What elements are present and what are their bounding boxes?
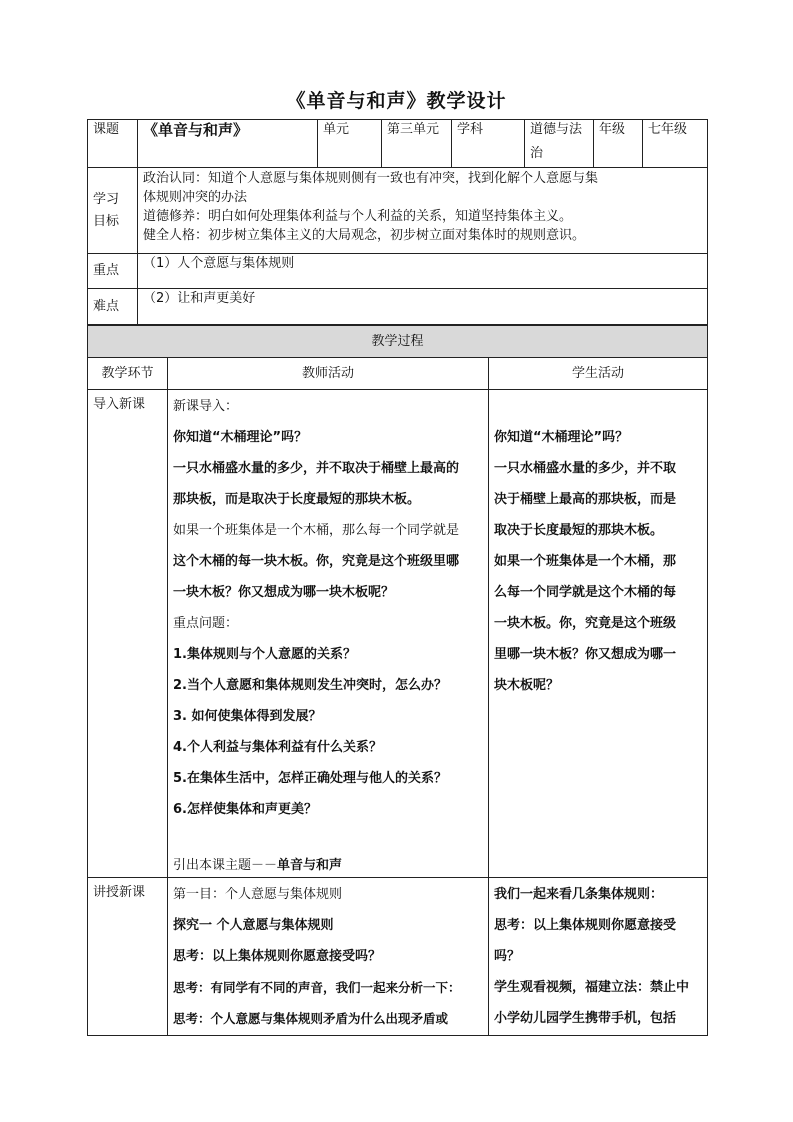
teacher-line: 重点问题：	[173, 616, 239, 631]
document-title: 《单音与和声》教学设计	[286, 90, 507, 112]
subject-value	[525, 120, 594, 168]
stage-intro: 导入新课	[88, 390, 168, 878]
subject-label: 学科	[452, 120, 525, 168]
col-stage-header: 教学环节	[88, 358, 168, 390]
teaching-process-table	[87, 325, 708, 1036]
objectives-label-line1: 学习	[93, 191, 120, 207]
grade-label: 年级	[594, 120, 643, 168]
teacher-line: 2.当个人意愿和集体规则发生冲突时，怎么办？	[173, 678, 447, 693]
teacher-line: 5.在集体生活中，怎样正确处理与他人的关系？	[173, 771, 447, 786]
objectives-label	[88, 168, 138, 254]
lead-topic: 单音与和声	[277, 858, 343, 873]
teacher-line: 思考：个人意愿与集体规则矛盾为什么出现矛盾或	[173, 1011, 449, 1026]
unit-value: 第三单元	[382, 120, 452, 168]
teacher-line: 第一目：个人意愿与集体规则	[173, 887, 343, 902]
lead-prefix: 引出本课主题－－	[173, 858, 278, 873]
intro-teacher-activity	[168, 390, 489, 878]
student-line: 么每一个同学就是这个木桶的每	[494, 585, 677, 600]
teacher-line: 这个木桶的每一块木板。你，究竟是这个班级里哪	[173, 554, 460, 569]
student-line: 决于桶壁上最高的那块板，而是	[494, 492, 677, 507]
objective-line: 体规则冲突的办法	[143, 190, 248, 205]
teacher-line: 3. 如何使集体得到发展？	[173, 709, 322, 724]
teacher-line: 一只水桶盛水量的多少，并不取决于桶壁上最高的	[173, 461, 460, 476]
lesson-label: 课题	[88, 120, 138, 168]
student-line: 块木板呢？	[494, 678, 560, 693]
student-line: 一块木板。你，究竟是这个班级	[494, 616, 677, 631]
stage-new-lesson: 讲授新课	[88, 878, 168, 1036]
difficulty-value: （2）让和声更美好	[138, 289, 708, 325]
lesson-student-activity	[489, 878, 708, 1036]
lesson-teacher-activity	[168, 878, 489, 1036]
teacher-line: 探究一 个人意愿与集体规则	[173, 918, 334, 933]
teacher-line: 思考：以上集体规则你愿意接受吗？	[173, 949, 382, 964]
teacher-line: 1.集体规则与个人意愿的关系？	[173, 647, 356, 662]
teacher-line: 你知道“木桶理论”吗？	[173, 430, 308, 445]
student-line: 你知道“木桶理论”吗？	[494, 430, 629, 445]
objective-line: 健全人格：初步树立集体主义的大局观念，初步树立面对集体时的规则意识。	[143, 228, 586, 243]
lesson-value: 《单音与和声》	[138, 120, 318, 168]
teacher-line: 6.怎样使集体和声更美？	[173, 802, 317, 817]
objective-line: 政治认同：知道个人意愿与集体规则侧有一致也有冲突，找到化解个人意愿与集	[143, 171, 599, 186]
intro-student-activity	[489, 390, 708, 878]
teacher-line: 那块板，而是取决于长度最短的那块木板。	[173, 492, 421, 507]
student-line: 里哪一块木板？你又想成为哪一	[494, 647, 677, 662]
col-student-header: 学生活动	[489, 358, 708, 390]
objectives-content	[138, 168, 708, 254]
teacher-line: 一块木板？你又想成为哪一块木板呢？	[173, 585, 395, 600]
teacher-line: 思考：有同学有不同的声音，我们一起来分析一下：	[173, 980, 461, 995]
teacher-line: 新课导入：	[173, 399, 239, 414]
subject-value-line2: 治	[530, 146, 544, 161]
key-point-label: 重点	[88, 254, 138, 289]
lead-topic-line	[173, 850, 342, 878]
lesson-info-table	[87, 119, 708, 325]
student-line: 如果一个班集体是一个木桶，那	[494, 554, 677, 569]
teacher-line: 4.个人利益与集体利益有什么关系？	[173, 740, 382, 755]
student-line: 吗？	[494, 949, 521, 964]
objectives-label-line2: 目标	[93, 213, 120, 229]
unit-label: 单元	[318, 120, 382, 168]
col-teacher-header: 教师活动	[168, 358, 489, 390]
student-line: 学生观看视频，福建立法：禁止中	[494, 980, 690, 995]
difficulty-label: 难点	[88, 289, 138, 325]
grade-value: 七年级	[643, 120, 708, 168]
subject-value-line1: 道德与法	[530, 122, 583, 137]
key-point-value: （1）人个意愿与集体规则	[138, 254, 708, 289]
student-line: 我们一起来看几条集体规则：	[494, 887, 664, 902]
student-line: 思考：以上集体规则你愿意接受	[494, 918, 677, 933]
student-line: 取决于长度最短的那块木板。	[494, 523, 664, 538]
student-line: 一只水桶盛水量的多少，并不取	[494, 461, 677, 476]
objective-line: 道德修养：明白如何处理集体利益与个人利益的关系，知道坚持集体主义。	[143, 209, 573, 224]
student-line: 小学幼儿园学生携带手机，包括	[494, 1011, 677, 1026]
teacher-line: 如果一个班集体是一个木桶，那么每一个同学就是	[173, 523, 460, 538]
process-header: 教学过程	[88, 326, 708, 358]
